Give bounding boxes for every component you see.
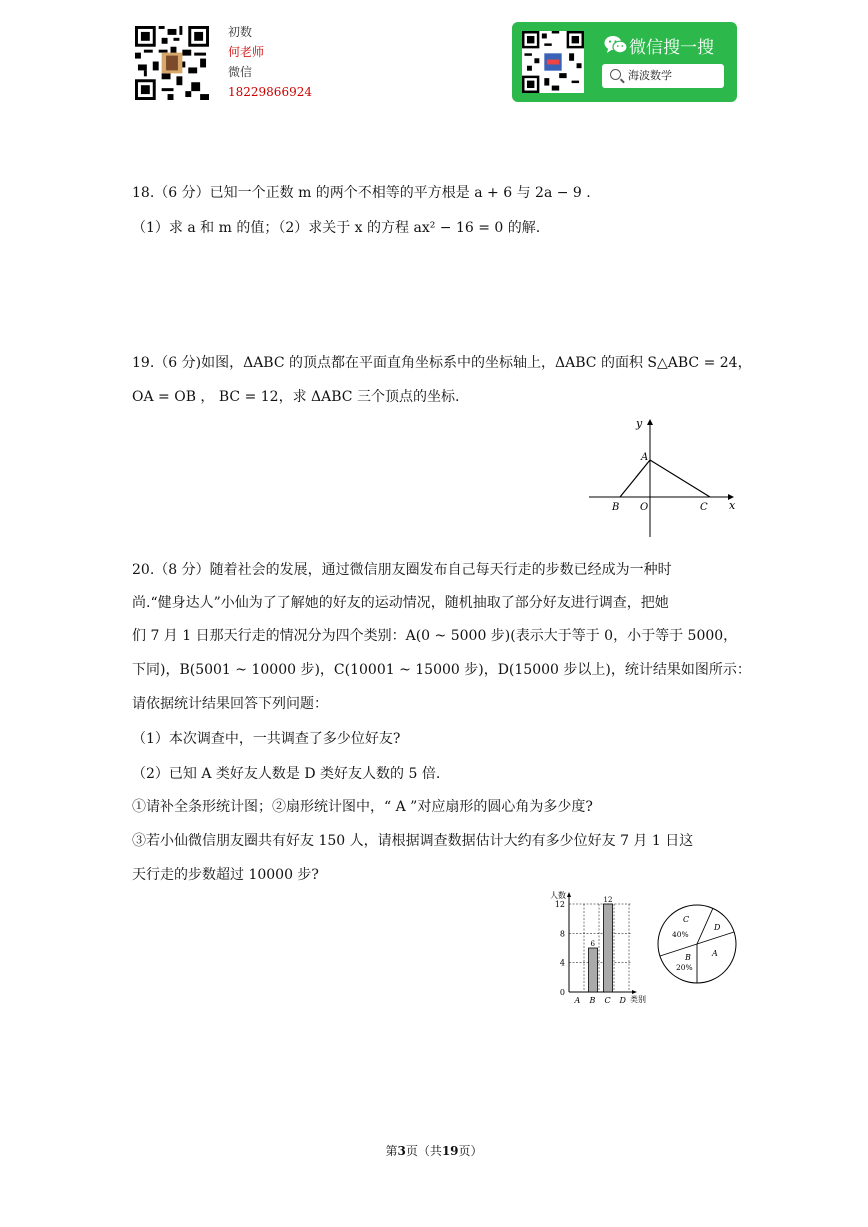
q19-coordinate-figure [585, 415, 745, 540]
q20-line2: 尚.“健身达人”小仙为了了解她的好友的运动情况，随机抽取了部分好友进行调查，把她 [132, 595, 669, 611]
pie-label-b: B [685, 953, 691, 962]
x-tick-label-D: D [619, 996, 626, 1005]
label-a: A [641, 452, 649, 463]
wechat-search-box[interactable] [602, 64, 724, 88]
triangle-abc [620, 460, 710, 497]
q19-line2: OA = OB ， BC = 12，求 ΔABC 三个顶点的坐标. [132, 389, 460, 405]
pie-divider-bc [660, 944, 697, 956]
data-label-C: 12 [603, 896, 613, 904]
wechat-search-card[interactable] [512, 22, 737, 102]
pie-label-d: D [714, 923, 721, 932]
x-tick-label-A: A [574, 996, 581, 1005]
contact-line-subject: 初数 [228, 25, 253, 39]
y-axis-arrow [567, 892, 571, 897]
q20-line5: 请依据统计结果回答下列问题： [132, 696, 328, 712]
bar-chart [545, 886, 657, 1006]
q20-line6: （1）本次调查中，一共调查了多少位好友? [132, 731, 401, 747]
x-tick-label-C: C [604, 996, 611, 1005]
y-tick-label-4: 4 [559, 958, 565, 968]
q20-line4: 下同)，B(5001 ~ 10000 步)，C(10001 ~ 15000 步)，D(15000 步以上)，统计结果如图所示： [132, 662, 751, 678]
pie-divider-da [697, 932, 734, 944]
search-icon [610, 69, 621, 80]
qr-code-wechat [522, 31, 584, 93]
q20-line1: 20.（8 分）随着社会的发展，通过微信朋友圈发布自己每天行走的步数已经成为一种时 [132, 562, 672, 578]
pie-label-c-pct: 40% [672, 930, 689, 939]
x-axis-arrow [632, 990, 637, 994]
pie-chart [656, 903, 738, 985]
page-footer [0, 1142, 868, 1159]
x-tick-label-B: B [589, 996, 596, 1005]
qr-code-contact [135, 26, 209, 100]
q20-line10: 天行走的步数超过 10000 步? [132, 867, 319, 883]
wechat-search-query: 海波数学 [628, 69, 672, 82]
pie-divider-cd [697, 908, 713, 944]
contact-line-wechat: 微信 [228, 65, 253, 79]
footer-prefix: 第 [385, 1144, 398, 1158]
q20-line9: ③若小仙微信朋友圈共有好友 150 人，请根据调查数据估计大约有多少位好友 7 月 1 日这 [132, 833, 694, 849]
label-b: B [612, 502, 620, 513]
q18-line1: 18.（6 分）已知一个正数 m 的两个不相等的平方根是 a + 6 与 2a − 9 . [132, 185, 591, 201]
y-tick-label-12: 12 [554, 900, 565, 909]
label-c: C [700, 502, 708, 513]
q20-line3: 们 7 月 1 日那天行走的情况分为四个类别：A(0 ~ 5000 步)(表示大于等于 0，小于等于 5000， [132, 628, 738, 644]
pie-label-b-pct: 20% [676, 963, 693, 972]
bar-C [604, 904, 613, 992]
footer-total-pages: 19 [441, 1144, 459, 1158]
wechat-logo-icon [604, 35, 628, 55]
footer-middle: 页（共 [405, 1144, 442, 1158]
wechat-search-title: 微信搜一搜 [629, 38, 714, 58]
pie-label-a: A [712, 949, 718, 958]
y-tick-label-8: 8 [559, 929, 565, 939]
x-axis-label: 类别 [630, 995, 646, 1004]
footer-suffix: 页） [458, 1144, 483, 1158]
contact-line-teacher: 何老师 [228, 45, 265, 59]
label-y: y [636, 417, 643, 430]
data-label-B: 6 [590, 940, 595, 948]
y-axis-label: 人数 [550, 891, 566, 900]
label-x: x [729, 499, 736, 512]
contact-line-phone: 18229866924 [228, 85, 312, 99]
bar-B [589, 948, 598, 992]
q20-line8: ①请补全条形统计图；②扇形统计图中，“ A ”对应扇形的圆心角为多少度? [132, 799, 593, 815]
q18-line2: （1）求 a 和 m 的值；（2）求关于 x 的方程 ax² − 16 = 0 的解. [132, 220, 541, 236]
q20-line7: （2）已知 A 类好友人数是 D 类好友人数的 5 倍. [132, 766, 441, 782]
y-tick-label-0: 0 [559, 988, 565, 997]
contact-info [228, 22, 312, 102]
q19-line1: 19.（6 分)如图，ΔABC 的顶点都在平面直角坐标系中的坐标轴上，ΔABC 的面积 S△ABC = 24， [132, 355, 752, 371]
pie-label-c: C [683, 915, 690, 924]
label-o: O [640, 502, 649, 513]
footer-page-number: 3 [397, 1144, 406, 1158]
